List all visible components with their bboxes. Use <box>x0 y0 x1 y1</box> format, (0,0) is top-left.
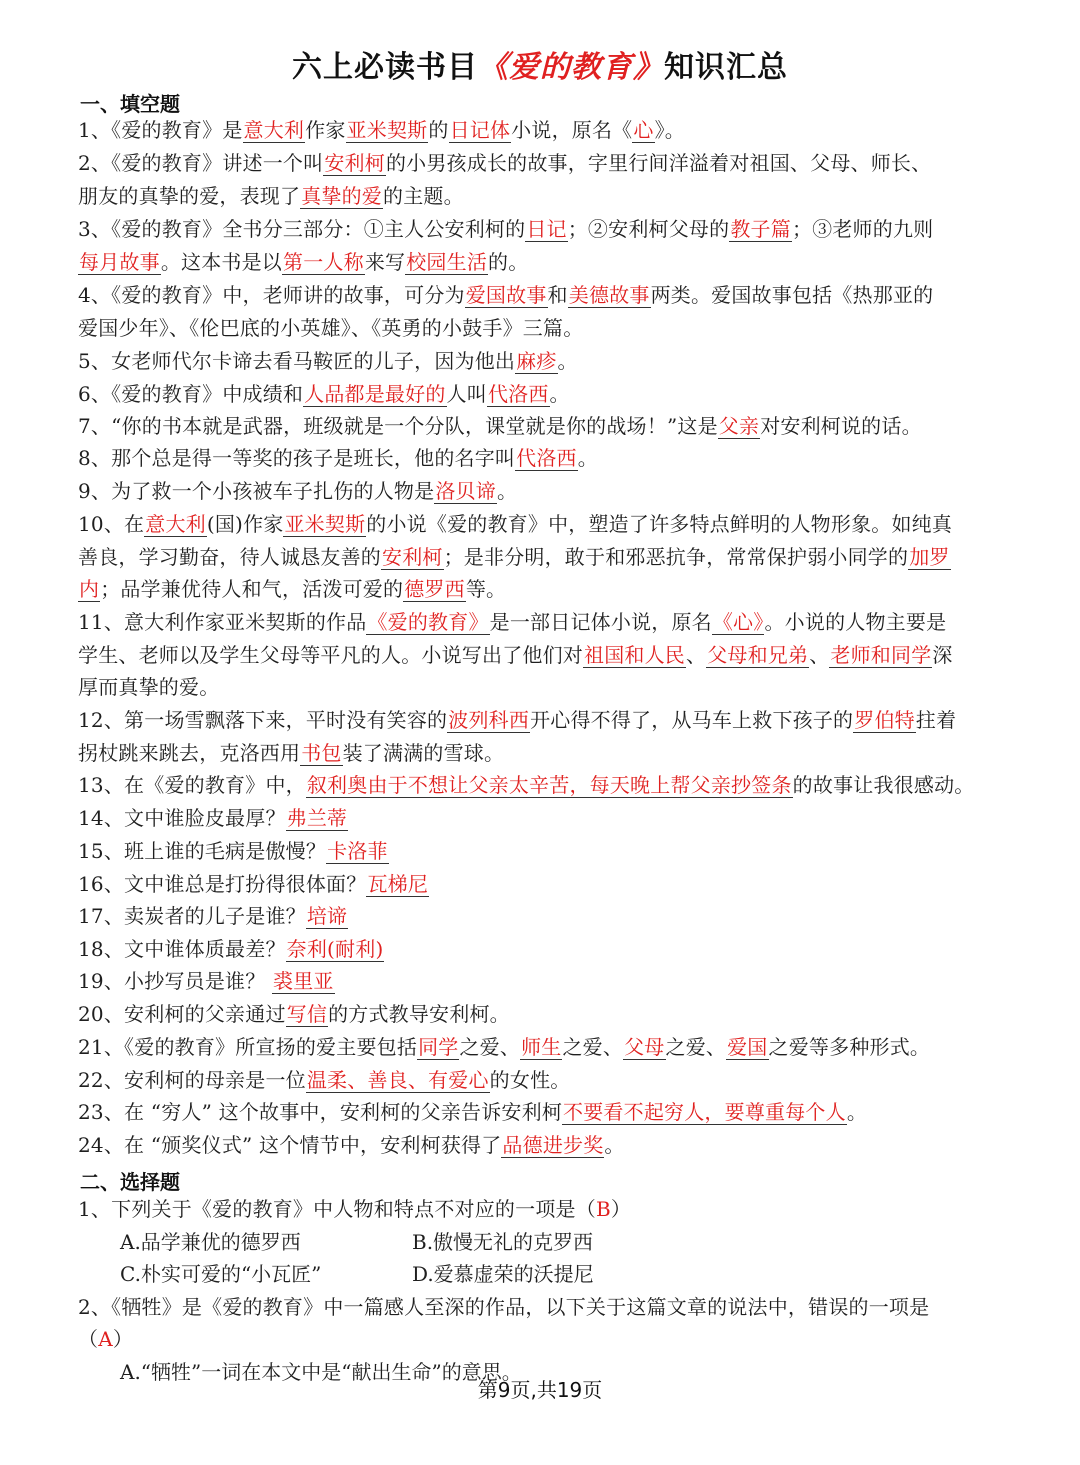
answer-text: 父亲 <box>718 414 760 438</box>
question-text: 17、卖炭者的儿子是谁？ <box>78 904 306 928</box>
question-text: 人叫 <box>446 382 487 406</box>
choice-question-2: 2、《牺牲》是《爱的教育》中一篇感人至深的作品，以下关于这篇文章的说法中，错误的一项是 <box>78 1295 930 1319</box>
answer-text: 德罗西 <box>404 577 465 601</box>
question-text: 。 <box>577 446 598 470</box>
question-16 <box>78 868 1008 901</box>
answer-text: 亚米契斯 <box>284 512 366 536</box>
question-text: 学生、老师以及学生父母等平凡的人。小说写出了他们对 <box>78 643 583 667</box>
question-10-line-1 <box>78 508 1008 541</box>
question-text: 14、文中谁脸皮最厚？ <box>78 806 286 830</box>
question-12-line-1 <box>78 704 1008 737</box>
question-text: 。这本书是以 <box>160 250 283 274</box>
book-title: 《爱的教育》 <box>478 50 664 85</box>
question-text: 6、《爱的教育》中成绩和 <box>78 382 304 406</box>
question-text: 24、在 “颁奖仪式” 这个情节中，安利柯获得了 <box>78 1133 502 1157</box>
question-text: 装了满满的雪球。 <box>342 741 505 765</box>
page-title: 六上必读书目《爱的教育》知识汇总 <box>292 50 788 85</box>
question-text: 。 <box>604 1133 625 1157</box>
answer-text: 加罗 <box>909 545 950 569</box>
question-text: 。小说的人物主要是 <box>764 610 947 634</box>
question-5 <box>78 345 1008 378</box>
question-text: (国)作家 <box>206 512 284 536</box>
question-text: 16、文中谁总是打扮得很体面？ <box>78 872 367 896</box>
answer-text: 心 <box>633 118 654 142</box>
question-text: ；品学兼优待人和气，活泼可爱的 <box>100 577 404 601</box>
answer-text: 安利柯 <box>382 545 443 569</box>
question-text: ；是非分明，敢于和邪恶抗争，常常保护弱小同学的 <box>443 545 909 569</box>
answer-text: 麻疹 <box>516 349 557 373</box>
question-17 <box>78 900 1008 933</box>
question-23 <box>78 1096 1008 1129</box>
answer-text: 卡洛菲 <box>327 839 388 863</box>
question-text: 之爱等多种形式。 <box>768 1035 931 1059</box>
question-text: 对安利柯说的话。 <box>760 414 922 438</box>
question-text: 善良，学习勤奋，待人诚恳友善的 <box>78 545 381 569</box>
answer-text: 奈利(耐利) <box>286 937 384 961</box>
choice-2-answer: A <box>98 1327 113 1351</box>
section-choice: 二、选择题 <box>80 1170 180 1194</box>
question-text: 10、在 <box>78 512 145 536</box>
answer-text: 爱国 <box>727 1035 768 1059</box>
question-text: 。 <box>496 479 518 503</box>
question-4-line-1 <box>78 279 1008 312</box>
choice-1-option-b: B.傲慢无礼的克罗西 <box>412 1230 594 1254</box>
answer-text: 裘里亚 <box>273 969 334 993</box>
answer-text: 叙利奥由于不想让父亲太辛苦，每天晚上帮父亲抄签条 <box>306 773 792 797</box>
question-10-line-3 <box>78 573 1008 606</box>
question-text: 11、意大利作家亚米契斯的作品 <box>78 610 367 634</box>
answer-text: 品德进步奖 <box>502 1133 604 1157</box>
question-text: 、 <box>686 643 707 667</box>
answer-text: 《爱的教育》 <box>367 610 489 634</box>
question-19 <box>78 965 1008 998</box>
question-text: 和 <box>547 283 568 307</box>
question-text: 。 <box>846 1100 868 1124</box>
question-text: 爱国少年》、《伦巴底的小英雄》、《英勇的小鼓手》三篇。 <box>78 316 584 340</box>
question-2-line-1 <box>78 147 1008 180</box>
answer-text: 书包 <box>301 741 342 765</box>
answer-text: 意大利 <box>243 118 305 142</box>
question-text: 的故事让我很感动。 <box>792 773 975 797</box>
question-22 <box>78 1064 1008 1097</box>
question-7 <box>78 410 1008 443</box>
question-text: 4、《爱的教育》中，老师讲的故事，可分为 <box>78 283 465 307</box>
answer-text: 同学 <box>418 1035 459 1059</box>
question-15 <box>78 835 1008 868</box>
question-text: 开心得不得了，从马车上救下孩子的 <box>530 708 854 732</box>
answer-text: 父母 <box>624 1035 665 1059</box>
question-text: 的 <box>428 118 449 142</box>
answer-text: 亚米契斯 <box>346 118 428 142</box>
question-text: 拄着 <box>915 708 957 732</box>
section-fill-blank: 一、填空题 <box>80 92 180 116</box>
choice-1-option-d: D.爱慕虚荣的沃提尼 <box>412 1262 594 1286</box>
choice-2-answer-line: （A） <box>78 1327 134 1351</box>
answer-text: 爱国故事 <box>465 283 547 307</box>
question-text: 。 <box>557 349 578 373</box>
question-text: 19、小抄写员是谁？ <box>78 969 273 993</box>
answer-text: 写信 <box>286 1002 328 1026</box>
question-text: 7、“你的书本就是武器，班级就是一个分队，课堂就是你的战场！”这是 <box>78 414 718 438</box>
page-footer: 第9页,共19页 <box>477 1378 603 1402</box>
question-20 <box>78 998 1008 1031</box>
question-text: 5、女老师代尔卡谛去看马鞍匠的儿子，因为他出 <box>78 349 516 373</box>
question-text: 。 <box>549 382 570 406</box>
answer-text: 第一人称 <box>283 250 364 274</box>
question-11-line-2 <box>78 639 1008 672</box>
answer-text: 师生 <box>521 1035 562 1059</box>
question-14 <box>78 802 1008 835</box>
question-text: 两类。爱国故事包括《热那亚的 <box>650 283 934 307</box>
question-13 <box>78 769 1008 802</box>
answer-text: 代洛西 <box>516 446 577 470</box>
question-6 <box>78 378 1008 411</box>
answer-text: 洛贝谛 <box>435 479 496 503</box>
answer-text: 校园生活 <box>406 250 488 274</box>
answer-text: 每月故事 <box>79 250 160 274</box>
question-10-line-2 <box>78 541 1008 574</box>
question-text: 小说，原名《 <box>511 118 633 142</box>
question-text: 拐杖跳来跳去，克洛西用 <box>78 741 301 765</box>
question-text: ；③老师的九则 <box>791 217 934 241</box>
question-text: 之爱、 <box>562 1035 624 1059</box>
choice-1-answer: B <box>595 1197 611 1221</box>
question-3-line-2 <box>78 246 1008 279</box>
question-text: 23、在 “穷人” 这个故事中，安利柯的父亲告诉安利柯 <box>78 1100 563 1124</box>
question-18 <box>78 933 1008 966</box>
choice-2-option-a: A.“牺牲”一词在本文中是“献出生命”的意思。 <box>120 1360 522 1384</box>
answer-text: 真挚的爱 <box>301 184 383 208</box>
question-11-line-1 <box>78 606 1008 639</box>
question-text: 22、安利柯的母亲是一位 <box>78 1068 306 1092</box>
question-text: 的。 <box>488 250 529 274</box>
answer-text: 老师和同学 <box>830 643 932 667</box>
question-text: 的方式教导安利柯。 <box>328 1002 510 1026</box>
question-21 <box>78 1031 1008 1064</box>
question-text: 的主题。 <box>383 184 464 208</box>
question-4-line-2 <box>78 312 1008 345</box>
question-text: 深 <box>932 643 953 667</box>
question-text: 2、《爱的教育》讲述一个叫 <box>78 151 324 175</box>
question-text: 20、安利柯的父亲通过 <box>78 1002 286 1026</box>
question-text: 》。 <box>654 118 685 142</box>
question-text: 15、班上谁的毛病是傲慢？ <box>78 839 327 863</box>
question-text: 厚而真挚的爱。 <box>78 675 220 699</box>
question-text: 18、文中谁体质最差？ <box>78 937 286 961</box>
answer-text: 瓦梯尼 <box>367 872 429 896</box>
answer-text: 不要看不起穷人，要尊重每个人 <box>563 1100 846 1124</box>
question-3-line-1 <box>78 213 1008 246</box>
answer-text: 父母和兄弟 <box>707 643 809 667</box>
question-8 <box>78 442 1008 475</box>
answer-text: 内 <box>79 577 100 601</box>
answer-text: 安利柯 <box>324 151 385 175</box>
answer-text: 《心》 <box>712 610 764 634</box>
question-text: 3、《爱的教育》全书分三部分：①主人公安利柯的 <box>78 217 526 241</box>
question-text: 、 <box>809 643 830 667</box>
question-text: 13、在《爱的教育》中， <box>78 773 306 797</box>
answer-text: 罗伯特 <box>854 708 915 732</box>
answer-text: 日记体 <box>449 118 511 142</box>
answer-text: 弗兰蒂 <box>286 806 348 830</box>
question-24 <box>78 1129 1008 1162</box>
answer-text: 温柔、善良、有爱心 <box>306 1068 489 1092</box>
question-text: 之爱、 <box>459 1035 521 1059</box>
question-9 <box>78 475 1008 508</box>
question-2-line-2 <box>78 180 1008 213</box>
answer-text: 代洛西 <box>487 382 549 406</box>
answer-text: 祖国和人民 <box>584 643 685 667</box>
answer-text: 人品都是最好的 <box>304 382 446 406</box>
choice-1-option-a: A.品学兼优的德罗西 <box>120 1230 301 1254</box>
question-text: 的女性。 <box>489 1068 571 1092</box>
question-text: 是一部日记体小说，原名 <box>489 610 712 634</box>
question-text: 21、《爱的教育》所宣扬的爱主要包括 <box>78 1035 418 1059</box>
question-text: 朋友的真挚的爱，表现了 <box>78 184 301 208</box>
question-1 <box>78 114 1008 147</box>
answer-text: 教子篇 <box>730 217 791 241</box>
answer-text: 日记 <box>526 217 567 241</box>
question-text: 作家 <box>305 118 346 142</box>
answer-text: 美德故事 <box>568 283 650 307</box>
choice-question-1: 1、下列关于《爱的教育》中人物和特点不对应的一项是（B） <box>78 1197 632 1221</box>
answer-text: 意大利 <box>145 512 206 536</box>
question-text: 来写 <box>364 250 406 274</box>
question-text: 等。 <box>465 577 507 601</box>
choice-1-option-c: C.朴实可爱的“小瓦匠” <box>120 1262 322 1286</box>
question-text: ；②安利柯父母的 <box>567 217 730 241</box>
question-text: 的小说《爱的教育》中，塑造了许多特点鲜明的人物形象。如纯真 <box>366 512 953 536</box>
question-text: 1、《爱的教育》是 <box>78 118 243 142</box>
question-text: 8、那个总是得一等奖的孩子是班长，他的名字叫 <box>78 446 516 470</box>
question-text: 9、为了救一个小孩被车子扎伤的人物是 <box>78 479 435 503</box>
question-text: 之爱、 <box>665 1035 727 1059</box>
answer-text: 波列科西 <box>448 708 530 732</box>
answer-text: 培谛 <box>306 904 348 928</box>
question-11-line-3 <box>78 671 1008 704</box>
question-12-line-2 <box>78 737 1008 770</box>
question-text: 12、第一场雪飘落下来，平时没有笑容的 <box>78 708 448 732</box>
question-text: 的小男孩成长的故事，字里行间洋溢着对祖国、父母、师长、 <box>385 151 932 175</box>
